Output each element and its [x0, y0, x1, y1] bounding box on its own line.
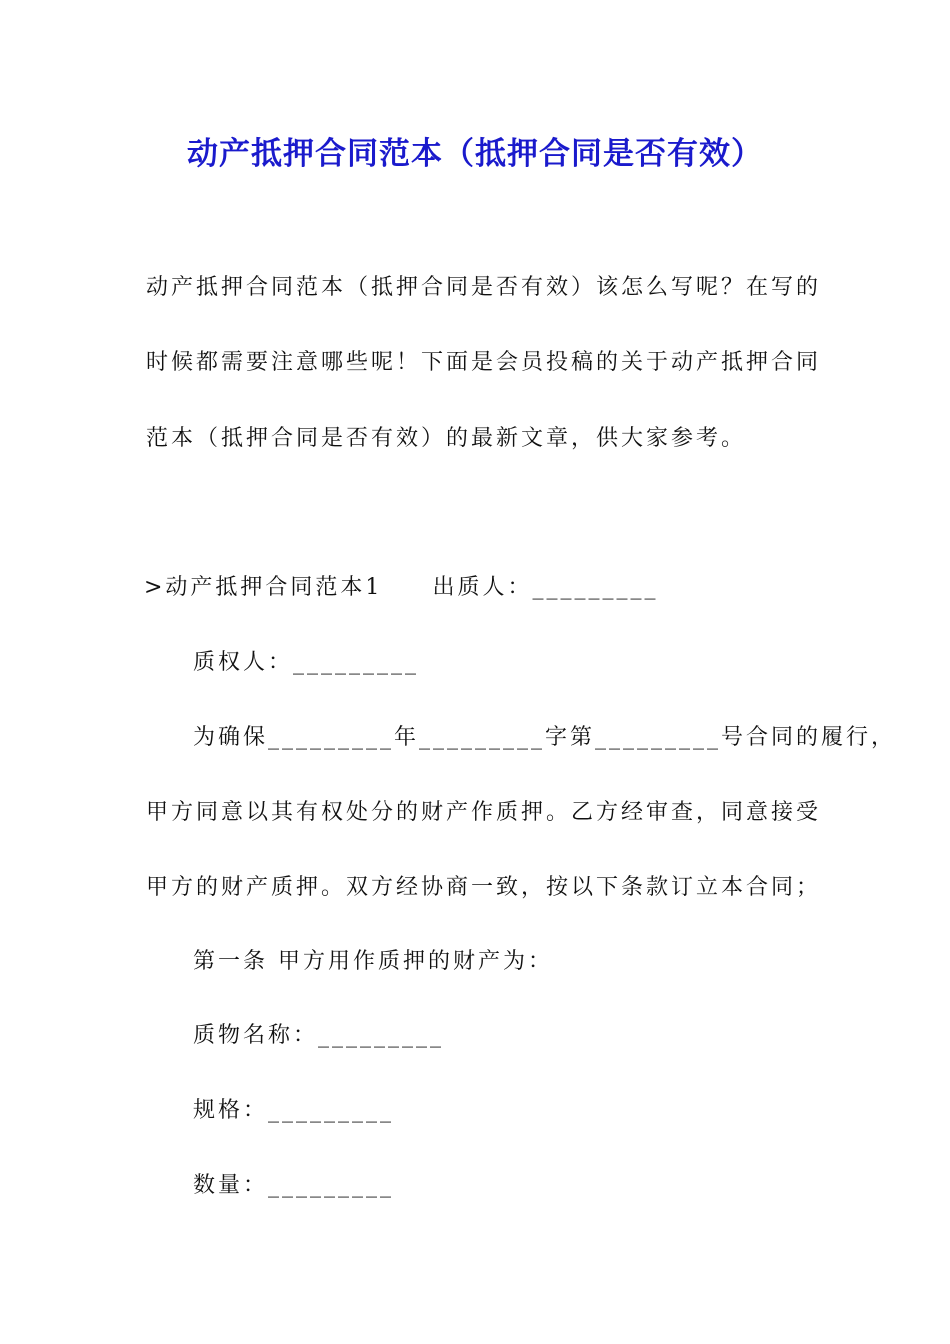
intro-line-3: 范本（抵押合同是否有效）的最新文章，供大家参考。	[146, 426, 747, 451]
item-qty-field: 数量：_________	[193, 1173, 395, 1198]
document-title: 动产抵押合同范本（抵押合同是否有效）	[187, 136, 763, 172]
section-heading: >动产抵押合同范本1	[144, 575, 383, 600]
para1-line-2: 甲方同意以其有权处分的财产作质押。乙方经审查，同意接受	[146, 800, 822, 825]
intro-line-2: 时候都需要注意哪些呢！下面是会员投稿的关于动产抵押合同	[146, 350, 822, 375]
intro-line-1: 动产抵押合同范本（抵押合同是否有效）该怎么写呢？在写的	[146, 275, 822, 300]
item-name-field: 质物名称：_________	[193, 1023, 445, 1048]
pledgor-field: 出质人：_________	[432, 575, 659, 600]
item-spec-field: 规格：_________	[193, 1098, 395, 1123]
pledgee-field: 质权人：_________	[193, 650, 420, 675]
para1-line-1: 为确保_________年_________字第_________号合同的履行，	[193, 725, 897, 750]
para1-line-3: 甲方的财产质押。双方经协商一致，按以下条款订立本合同；	[146, 875, 822, 900]
section-heading-row	[144, 570, 658, 601]
article-1: 第一条 甲方用作质押的财产为：	[193, 949, 553, 974]
